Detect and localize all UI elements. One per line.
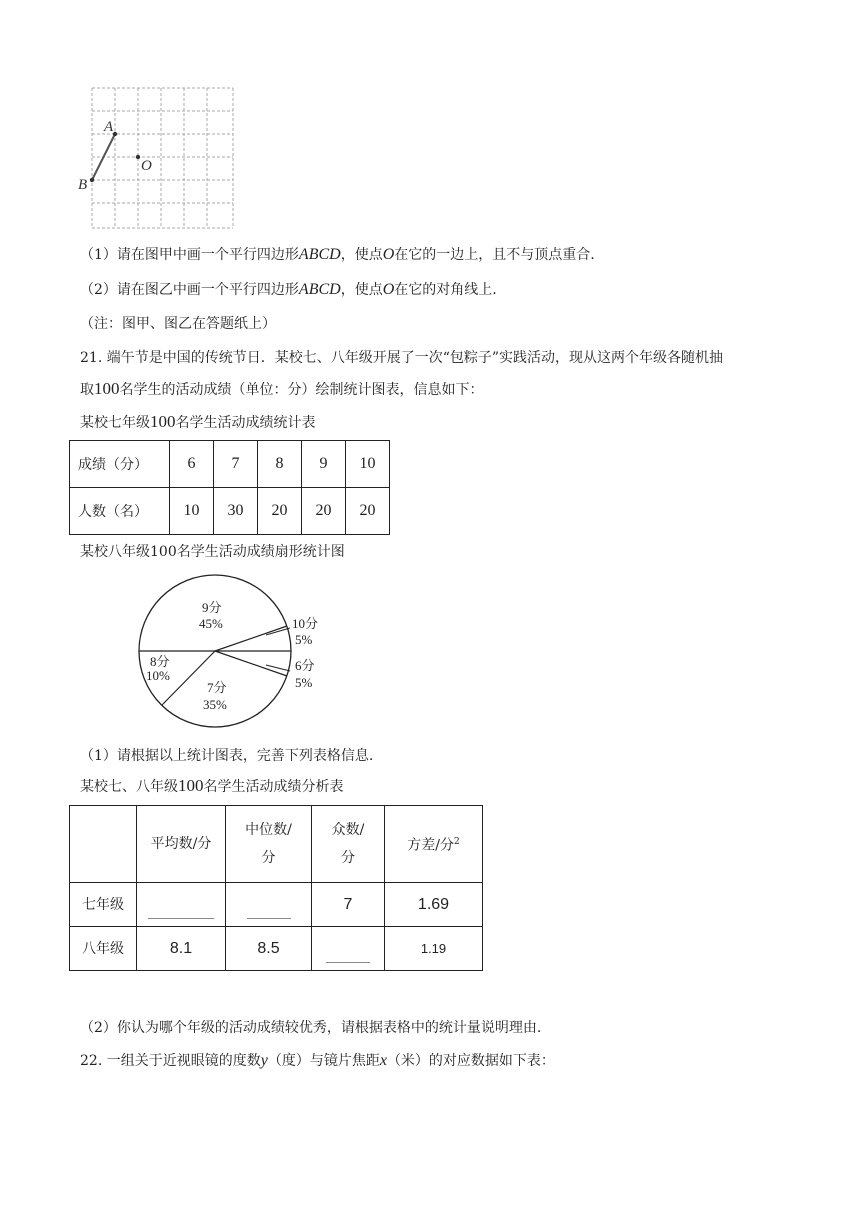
table-cell: 10 xyxy=(170,488,214,535)
q21-stem-line1: 21. 端午节是中国的传统节日．某校七、八年级开展了一次“包粽子”实践活动，现从这两个年级各随机抽 xyxy=(80,350,724,366)
label-a: A xyxy=(104,119,114,135)
grade-label: 八年级 xyxy=(70,927,137,971)
table-cell: 1.69 xyxy=(385,883,483,927)
label-9-pct: 45% xyxy=(199,616,223,631)
table-row xyxy=(70,806,483,883)
q21-part1: （1）请根据以上统计图表，完善下列表格信息. xyxy=(80,748,374,764)
table-header xyxy=(70,806,137,883)
table-row xyxy=(70,488,390,535)
pie-chart xyxy=(130,570,370,740)
grade-label: 七年级 xyxy=(70,883,137,927)
label-10-pct: 5% xyxy=(295,632,313,647)
table2-caption: 某校七、八年级100名学生活动成绩分析表 xyxy=(80,776,344,795)
analysis-table xyxy=(69,805,483,971)
q20-part1: （1）请在图甲中画一个平行四边形ABCD，使点O在它的一边上，且不与顶点重合. xyxy=(80,246,595,263)
label-6-score: 6分 xyxy=(295,658,315,673)
table-row xyxy=(70,441,390,488)
table-cell: 20 xyxy=(346,488,390,535)
table-header: 成绩（分） xyxy=(70,441,170,488)
table-header: 众数/ 分 xyxy=(312,806,385,883)
slice-edge-6-7 xyxy=(215,651,287,676)
table-cell: 8 xyxy=(258,441,302,488)
pie-caption: 某校八年级100名学生活动成绩扇形统计图 xyxy=(80,544,345,560)
table-cell: 8.1 xyxy=(137,927,226,971)
label-7-score: 7分 xyxy=(207,680,227,695)
table1-caption: 某校七年级100名学生活动成绩统计表 xyxy=(80,412,316,431)
point-o xyxy=(136,155,140,159)
table-cell: 20 xyxy=(302,488,346,535)
table-header: 人数（名） xyxy=(70,488,170,535)
label-8-score: 8分 xyxy=(150,654,170,669)
label-8-pct: 10% xyxy=(146,668,170,683)
label-9-score: 9分 xyxy=(202,600,222,615)
segment-ab xyxy=(92,134,115,180)
table-row xyxy=(70,883,483,927)
table-cell: 30 xyxy=(214,488,258,535)
table-cell: 10 xyxy=(346,441,390,488)
label-b: B xyxy=(78,177,88,193)
q20-part2: （2）请在图乙中画一个平行四边形ABCD，使点O在它的对角线上. xyxy=(80,281,497,298)
grade7-score-table xyxy=(69,440,390,535)
label-10-score: 10分 xyxy=(292,616,319,631)
q22-stem: 22. 一组关于近视眼镜的度数y（度）与镜片焦距x（米）的对应数据如下表： xyxy=(80,1052,555,1069)
table-cell: 20 xyxy=(258,488,302,535)
q21-stem-line2: 取100名学生的活动成绩（单位：分）绘制统计图表，信息如下： xyxy=(80,379,484,398)
table-cell: 6 xyxy=(170,441,214,488)
answer-blank[interactable] xyxy=(312,927,385,971)
table-header: 平均数/分 xyxy=(137,806,226,883)
point-b xyxy=(90,178,94,182)
table-row xyxy=(70,927,483,971)
table-cell: 9 xyxy=(302,441,346,488)
table-header: 中位数/ 分 xyxy=(226,806,312,883)
q20-note: （注：图甲、图乙在答题纸上） xyxy=(80,316,276,332)
answer-blank[interactable] xyxy=(226,883,312,927)
label-6-pct: 5% xyxy=(295,675,313,690)
point-a xyxy=(113,132,117,136)
answer-blank[interactable] xyxy=(137,883,226,927)
table-header: 方差/分$^2$ xyxy=(385,806,483,883)
table-cell: 8.5 xyxy=(226,927,312,971)
table-cell: 7 xyxy=(214,441,258,488)
label-7-pct: 35% xyxy=(203,697,227,712)
table-cell: 1.19 xyxy=(385,927,483,971)
label-o: O xyxy=(141,158,152,174)
grid-figure xyxy=(78,86,238,231)
q21-part2: （2）你认为哪个年级的活动成绩较优秀，请根据表格中的统计量说明理由. xyxy=(80,1020,542,1036)
table-cell: 7 xyxy=(312,883,385,927)
slice-edge-9-10 xyxy=(215,626,287,651)
